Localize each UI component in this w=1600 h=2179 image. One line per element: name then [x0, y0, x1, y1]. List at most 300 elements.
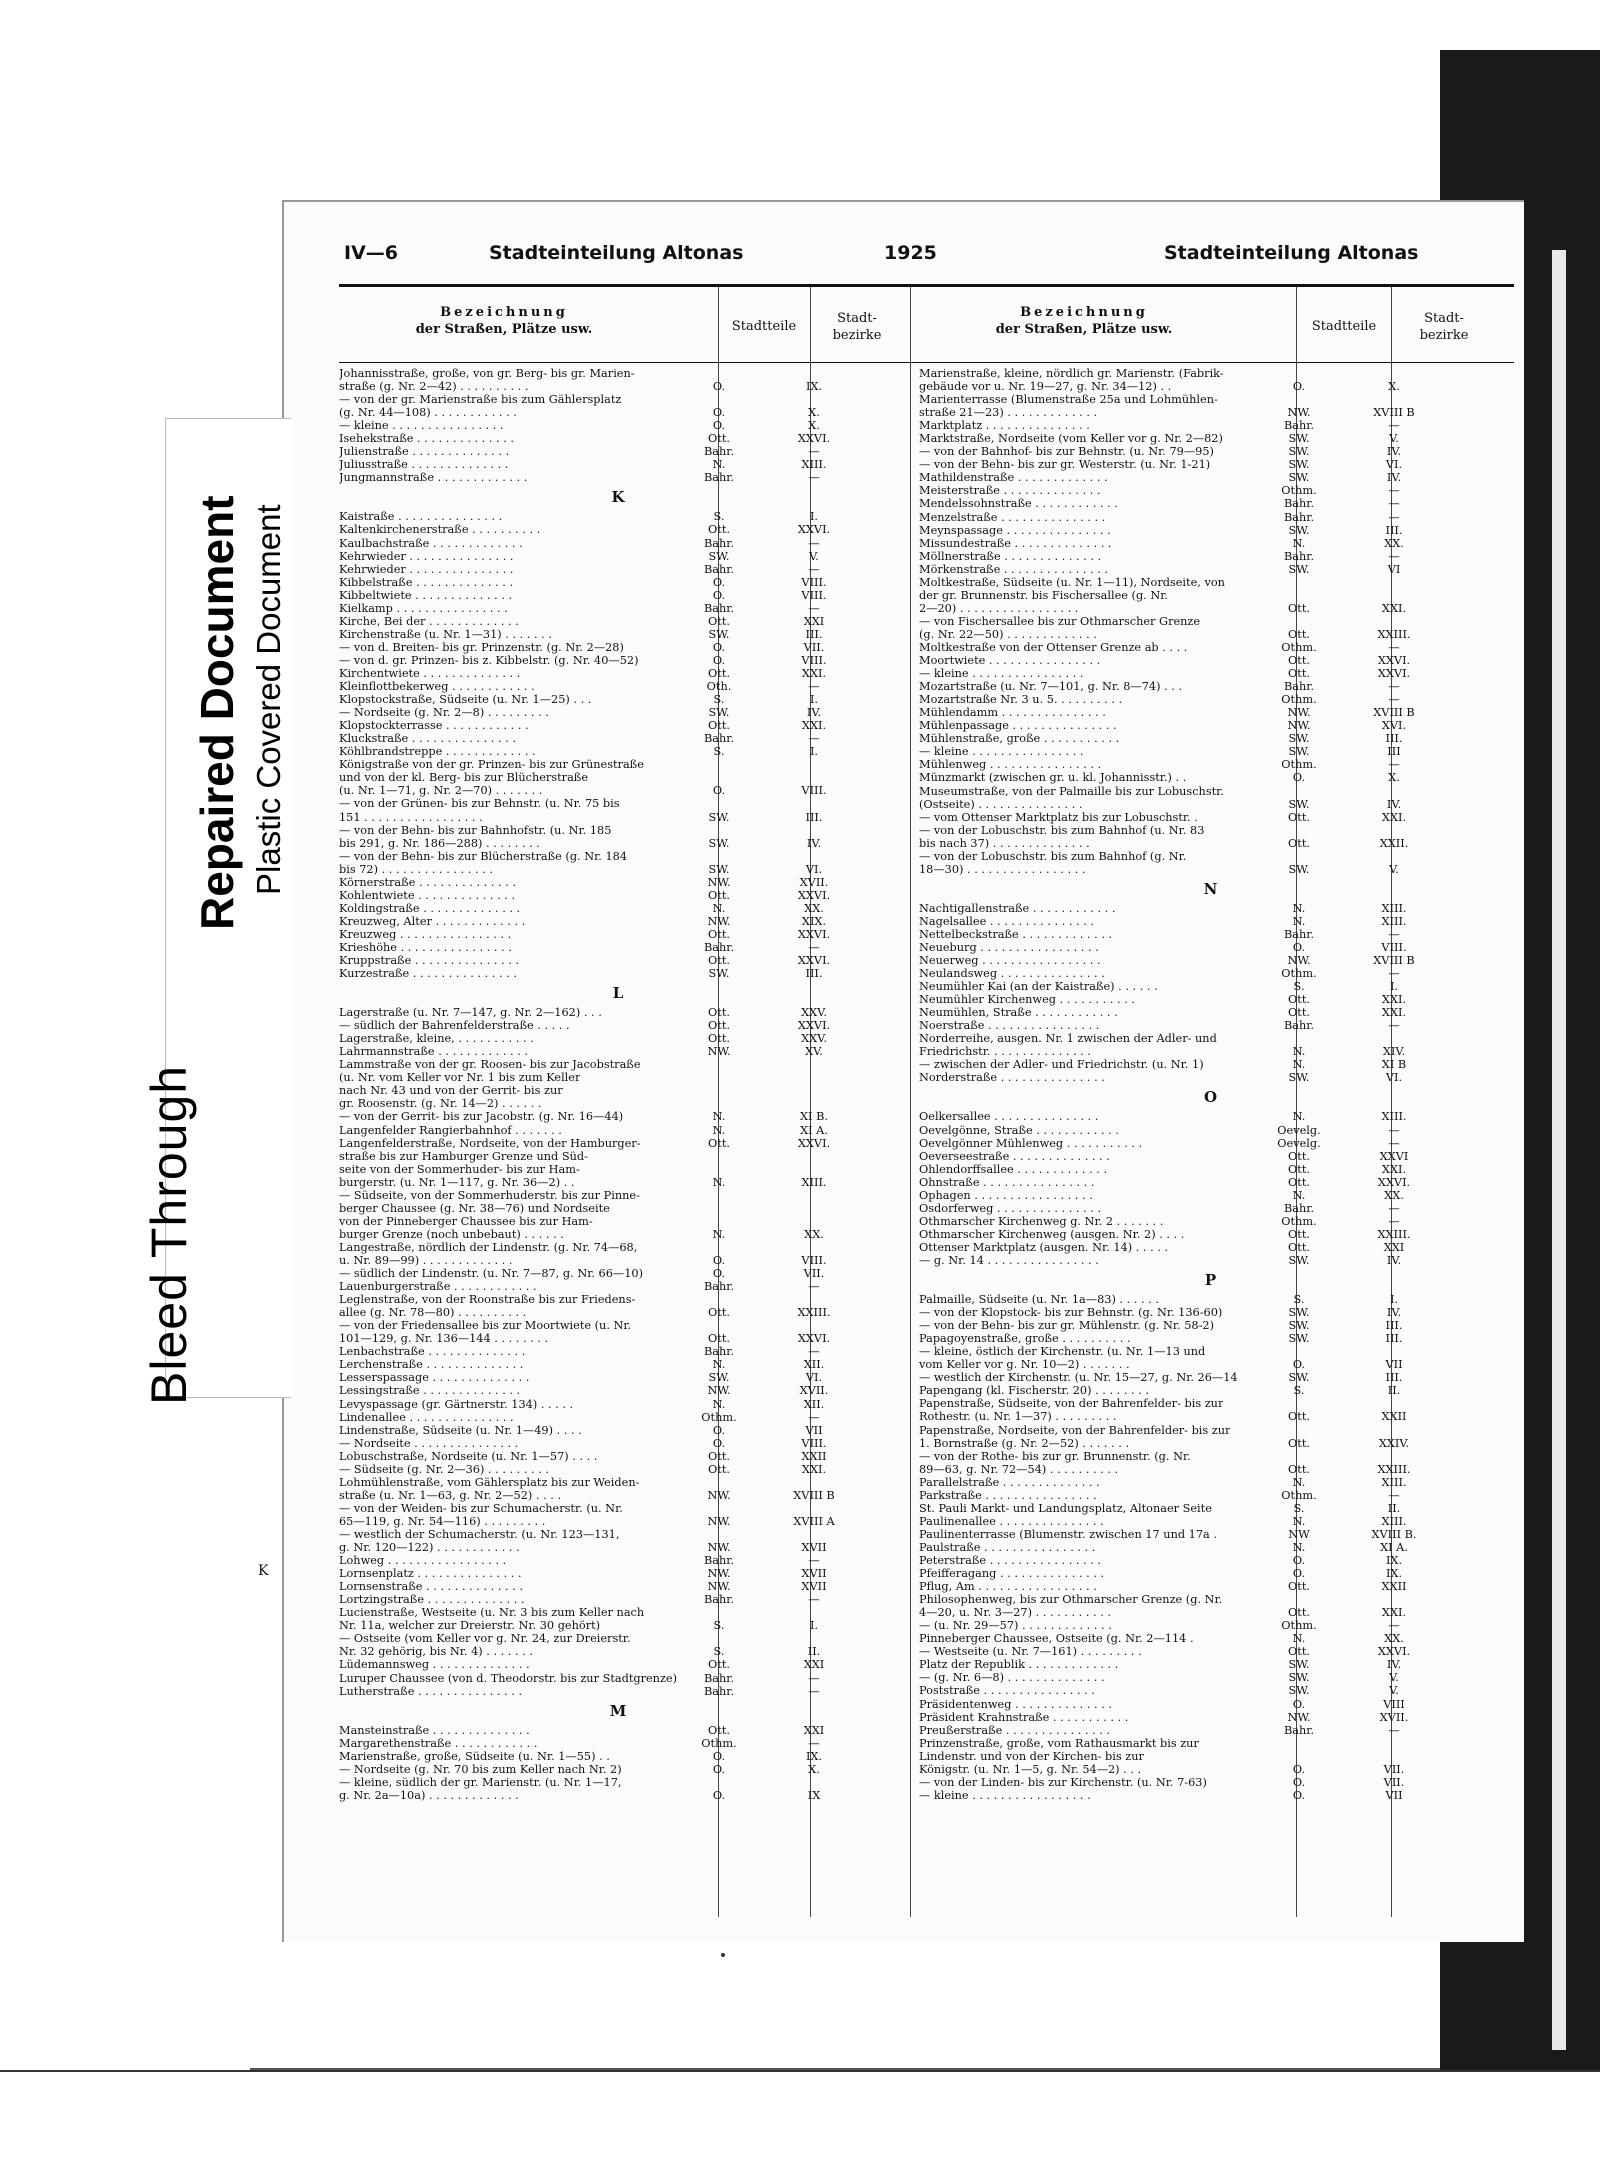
street-entry — [919, 1215, 1504, 1228]
street-entry — [339, 1437, 899, 1450]
street-name: 151 . . . . . . . . . . . . . . . . . — [339, 810, 483, 824]
street-entry — [919, 1528, 1504, 1541]
street-name: Klopstockterrasse . . . . . . . . . . . . — [339, 719, 529, 733]
street-name: Marienstraße, große, Südseite (u. Nr. 1—55) . . — [339, 1749, 610, 1763]
street-entry — [339, 1176, 899, 1189]
street-entry — [919, 1698, 1504, 1711]
district-code: Oth. — [706, 680, 732, 694]
street-name: Mozartstraße (u. Nr. 7—101, g. Nr. 8—74) . . . — [919, 680, 1183, 694]
street-entry — [339, 1306, 899, 1319]
col-header-bezirke-right — [1394, 292, 1494, 362]
bezirk-number: XXIII. — [1377, 1227, 1411, 1241]
district-code: Othm. — [701, 1410, 737, 1424]
street-entry — [339, 1685, 899, 1698]
street-entry — [339, 967, 899, 980]
street-entry — [919, 419, 1504, 432]
bezirk-number: XIII. — [1381, 1110, 1407, 1124]
street-entry — [339, 771, 899, 784]
district-code: N. — [1292, 1540, 1306, 1554]
district-code: N. — [1292, 1632, 1306, 1646]
street-entry — [339, 1737, 899, 1750]
street-entry — [919, 785, 1504, 798]
bezirk-number: XXIII. — [797, 1306, 831, 1320]
col-header-bez1: Stadt- — [837, 311, 877, 326]
street-entry — [919, 915, 1504, 928]
bezirk-number: XXIII. — [1377, 1462, 1411, 1476]
street-name: — (u. Nr. 29—57) . . . . . . . . . . . . . — [919, 1619, 1112, 1633]
bezirk-number: VI. — [1385, 458, 1403, 472]
bezirk-number: XI B. — [800, 1110, 828, 1124]
bezirk-number: XI B — [1381, 1058, 1407, 1072]
street-entry — [919, 1345, 1504, 1358]
street-name: 2—20) . . . . . . . . . . . . . . . . . — [919, 601, 1079, 615]
bezirk-number: IV. — [1386, 471, 1402, 485]
header-title-right: Stadteinteilung Altonas — [1164, 242, 1419, 264]
district-code: O. — [712, 406, 726, 420]
street-entry — [339, 641, 899, 654]
district-code: O. — [712, 784, 726, 798]
street-name: Königstraße von der gr. Prinzen- bis zur Grünestraße — [339, 758, 644, 772]
street-entry — [339, 693, 899, 706]
plastic-annotation: Plastic Covered Document — [250, 504, 287, 895]
street-name: Oevelgönner Mühlenweg . . . . . . . . . . . — [919, 1136, 1143, 1150]
district-code: O. — [712, 1436, 726, 1450]
bezirk-number: VII. — [1383, 1762, 1405, 1776]
street-entry — [339, 1619, 899, 1632]
street-name: Oelkersallee . . . . . . . . . . . . . . . — [919, 1110, 1099, 1124]
district-code: S. — [713, 693, 725, 707]
street-name: — von der Gerrit- bis zur Jacobstr. (g. Nr. 16—44) — [339, 1110, 624, 1124]
bezirk-number: IX. — [805, 1749, 823, 1763]
header-rule — [339, 284, 1514, 287]
street-entry — [919, 1450, 1504, 1463]
street-entry — [919, 1358, 1504, 1371]
street-entry — [339, 367, 899, 380]
street-name: Oeverseestraße . . . . . . . . . . . . . . — [919, 1149, 1110, 1163]
street-entry — [339, 1541, 899, 1554]
bezirk-number: XXV. — [801, 1032, 827, 1046]
district-code: SW. — [1288, 471, 1310, 485]
street-name: — von der Klopstock- bis zur Behnstr. (g. Nr. 136-60) — [919, 1306, 1223, 1320]
street-name: — von der Lobuschstr. bis zum Bahnhof (g. Nr. — [919, 849, 1187, 863]
district-code: O. — [712, 1749, 726, 1763]
street-entry — [919, 941, 1504, 954]
street-name: Kruppstraße . . . . . . . . . . . . . . . — [339, 954, 520, 968]
street-name: — von der Linden- bis zur Kirchenstr. (u. Nr. 7-63) — [919, 1775, 1207, 1789]
street-name: Osdorferweg . . . . . . . . . . . . . . . — [919, 1201, 1102, 1215]
document-page — [282, 200, 1524, 1942]
bezirk-number: VII. — [1383, 1775, 1405, 1789]
street-entry — [339, 667, 899, 680]
bezirk-number: VI. — [805, 862, 823, 876]
district-code: O. — [712, 380, 726, 394]
binding-edge — [1552, 250, 1566, 2050]
district-code: Ott. — [1288, 993, 1310, 1007]
street-name: Oevelgönne, Straße . . . . . . . . . . . . — [919, 1123, 1119, 1137]
district-code: Othm. — [1281, 758, 1317, 772]
bezirk-number: XIV. — [1382, 1045, 1406, 1059]
street-entry — [919, 1671, 1504, 1684]
street-entry — [339, 537, 899, 550]
district-code: NW. — [707, 1045, 731, 1059]
street-entry — [919, 1763, 1504, 1776]
street-name: Friedrichstr. . . . . . . . . . . . . . . — [919, 1045, 1092, 1059]
district-code: Ott. — [1288, 810, 1310, 824]
district-code: Oevelg. — [1277, 1136, 1321, 1150]
district-code: Ott. — [1288, 1410, 1310, 1424]
street-entry — [919, 367, 1504, 380]
district-code: Ott. — [1288, 1149, 1310, 1163]
street-name: Kielkamp . . . . . . . . . . . . . . . . — [339, 601, 508, 615]
bezirk-number: XIII. — [1381, 1514, 1407, 1528]
street-name: bis 72) . . . . . . . . . . . . . . . . — [339, 862, 493, 876]
district-code: SW. — [1288, 523, 1310, 537]
street-name: (g. Nr. 22—50) . . . . . . . . . . . . . — [919, 627, 1097, 641]
district-code: Bahr. — [1283, 1723, 1315, 1737]
street-name: berger Chaussee (g. Nr. 38—76) und Nordseite — [339, 1201, 610, 1215]
bezirk-number: VII. — [803, 640, 825, 654]
street-entry — [919, 1541, 1504, 1554]
bezirk-number: IV. — [1386, 1254, 1402, 1267]
bezirk-number: — — [1388, 1136, 1400, 1150]
street-entry — [919, 654, 1504, 667]
street-name: gebäude vor u. Nr. 19—27, g. Nr. 34—12) . . — [919, 380, 1172, 394]
bezirk-number: VII — [805, 1423, 823, 1437]
bezirk-number: XXI — [803, 614, 825, 628]
street-list-left — [339, 367, 899, 1802]
table-header-rule — [339, 362, 1514, 363]
street-name: Köhlbrandstreppe . . . . . . . . . . . . . — [339, 745, 536, 759]
bezirk-number: XX. — [804, 901, 824, 915]
district-code: S. — [1293, 980, 1305, 994]
street-entry — [919, 1045, 1504, 1058]
bezirk-number: — — [808, 562, 820, 576]
bezirk-number: XXI. — [1381, 810, 1407, 824]
district-code: O. — [712, 1267, 726, 1281]
street-name: Kreuzweg . . . . . . . . . . . . . . . . — [339, 927, 512, 941]
district-code: Ott. — [708, 1032, 730, 1046]
street-entry — [919, 1397, 1504, 1410]
street-entry — [339, 1163, 899, 1176]
bezirk-number: XIII. — [1381, 914, 1407, 928]
district-code: SW. — [1288, 732, 1310, 746]
street-entry — [919, 1058, 1504, 1071]
district-code: NW. — [707, 875, 731, 889]
bezirk-number: III. — [805, 627, 823, 641]
bezirk-number: XX. — [1384, 536, 1404, 550]
street-name: g. Nr. 120—122) . . . . . . . . . . . . — [339, 1541, 520, 1555]
bezirk-number: XXV. — [801, 1006, 827, 1020]
district-code: Othm. — [1281, 640, 1317, 654]
street-name: Othmarscher Kirchenweg g. Nr. 2 . . . . . . . — [919, 1214, 1164, 1228]
bezirk-number: XIII. — [801, 458, 827, 472]
street-entry — [339, 1776, 899, 1789]
street-name: Mühlendamm . . . . . . . . . . . . . . . — [919, 706, 1106, 720]
district-code: SW. — [1288, 1671, 1310, 1685]
street-name: Pflug, Am . . . . . . . . . . . . . . . . . — [919, 1580, 1097, 1594]
street-entry — [919, 1593, 1504, 1606]
street-name: — Südseite (g. Nr. 2—36) . . . . . . . . . — [339, 1462, 549, 1476]
bezirk-number: XVIII B — [1373, 706, 1415, 720]
district-code: Ott. — [1288, 1162, 1310, 1176]
street-entry — [919, 1554, 1504, 1567]
street-entry — [339, 615, 899, 628]
district-code: N. — [1292, 1045, 1306, 1059]
street-entry — [919, 1463, 1504, 1476]
district-code: S. — [713, 745, 725, 759]
bezirk-number: XXI. — [1381, 1606, 1407, 1620]
street-name: — von der Rothe- bis zur gr. Brunnenstr. (g. Nr. — [919, 1449, 1191, 1463]
street-entry — [339, 1097, 899, 1110]
street-name: straße bis zur Hamburger Grenze und Süd- — [339, 1149, 588, 1163]
district-code: O. — [1292, 940, 1306, 954]
bezirk-number: XXIV. — [1378, 1436, 1410, 1450]
header-title-left: Stadteinteilung Altonas — [489, 242, 744, 264]
bezirk-number: XXVI. — [797, 1136, 831, 1150]
section-letter: M — [609, 1701, 629, 1720]
street-name: (u. Nr. 1—71, g. Nr. 2—70) . . . . . . . — [339, 784, 543, 798]
street-name: bis nach 37) . . . . . . . . . . . . . . — [919, 836, 1090, 850]
street-entry — [919, 641, 1504, 654]
street-name: — von der Behn- bis zur Bahnhofstr. (u. Nr. 185 — [339, 823, 612, 837]
street-entry — [339, 576, 899, 589]
bezirk-number: XII. — [803, 1358, 825, 1372]
street-name: Lesserspassage . . . . . . . . . . . . . . — [339, 1371, 530, 1385]
street-name: Marienstraße, kleine, nördlich gr. Marienstr. (Fabrik- — [919, 367, 1224, 380]
col-header-district-left: Stadtteile — [731, 319, 797, 334]
bezirk-number: — — [808, 1671, 820, 1685]
bezirk-number: XX. — [804, 1227, 824, 1241]
bezirk-number: — — [1388, 1123, 1400, 1137]
bezirk-number: VI. — [805, 1371, 823, 1385]
district-code: N. — [1292, 536, 1306, 550]
street-name: — kleine . . . . . . . . . . . . . . . . . — [919, 1788, 1091, 1802]
street-entry — [339, 1084, 899, 1097]
street-entry — [339, 1593, 899, 1606]
street-entry — [919, 1789, 1504, 1802]
street-entry — [339, 837, 899, 850]
street-entry — [339, 784, 899, 797]
street-entry — [339, 1750, 899, 1763]
street-name: Koldingstraße . . . . . . . . . . . . . . — [339, 901, 521, 915]
bezirk-number: XXI — [803, 1658, 825, 1672]
district-code: Ott. — [1288, 1436, 1310, 1450]
col-header-line1: Bezeichnung — [440, 305, 568, 320]
district-code: Ott. — [708, 1136, 730, 1150]
district-code: Bahr. — [703, 1280, 735, 1294]
street-entry — [339, 876, 899, 889]
street-name: — südlich der Lindenstr. (u. Nr. 7—87, g. Nr. 66—10) — [339, 1267, 644, 1281]
street-name: Mühlenstraße, große . . . . . . . . . . . — [919, 732, 1120, 746]
street-list-right — [919, 367, 1504, 1802]
street-name: Mathildenstraße . . . . . . . . . . . . . — [919, 471, 1108, 485]
street-entry — [919, 863, 1504, 876]
street-entry — [339, 1567, 899, 1580]
street-name: Menzelstraße . . . . . . . . . . . . . . . — [919, 510, 1106, 524]
street-entry — [339, 811, 899, 824]
street-name: Nachtigallenstraße . . . . . . . . . . . . — [919, 901, 1116, 915]
street-name: — von der Friedensallee bis zur Moortwiete (u. Nr. — [339, 1319, 632, 1333]
bezirk-number: VII — [1385, 1788, 1403, 1802]
bezirk-number: V. — [1389, 862, 1399, 876]
street-name: Mansteinstraße . . . . . . . . . . . . . . — [339, 1723, 530, 1737]
bezirk-number: — — [1388, 549, 1400, 563]
street-entry — [339, 432, 899, 445]
bezirk-number: III. — [1385, 1332, 1403, 1346]
street-entry — [919, 1006, 1504, 1019]
street-entry — [919, 576, 1504, 589]
street-name: seite von der Sommerhuder- bis zur Ham- — [339, 1162, 580, 1176]
col-header-bez2: bezirke — [832, 328, 882, 343]
street-entry — [339, 1202, 899, 1215]
bezirk-number: XXVI. — [797, 888, 831, 902]
bezirk-number: — — [1388, 1019, 1400, 1033]
street-name: g. Nr. 2a—10a) . . . . . . . . . . . . . — [339, 1788, 519, 1802]
street-entry — [919, 680, 1504, 693]
bezirk-number: II. — [1387, 1501, 1401, 1515]
street-entry — [919, 1502, 1504, 1515]
street-entry — [339, 1398, 899, 1411]
district-code: SW. — [708, 810, 730, 824]
street-name: — kleine, südlich der gr. Marienstr. (u. Nr. 1—17, — [339, 1775, 622, 1789]
bezirk-number: XVII — [801, 1541, 827, 1555]
street-entry — [919, 1150, 1504, 1163]
bezirk-number: — — [808, 1280, 820, 1294]
district-code: Ott. — [708, 888, 730, 902]
ink-speck — [721, 1953, 725, 1957]
street-entry — [339, 1241, 899, 1254]
street-name: Papagoyenstraße, große . . . . . . . . . . — [919, 1332, 1131, 1346]
street-name: Marktplatz . . . . . . . . . . . . . . . — [919, 419, 1090, 433]
bezirk-number: — — [808, 1554, 820, 1568]
street-entry — [339, 1032, 899, 1045]
street-name: Lauenburgerstraße . . . . . . . . . . . . — [339, 1280, 537, 1294]
district-code: Ott. — [1288, 654, 1310, 668]
bezirk-number: I. — [1389, 980, 1399, 994]
street-name: — von der Behn- bis zur Blücherstraße (g. Nr. 184 — [339, 849, 628, 863]
street-entry — [339, 589, 899, 602]
street-name: Langenfelder Rangierbahnhof . . . . . . . — [339, 1123, 562, 1137]
district-code: Oevelg. — [1277, 1123, 1321, 1137]
bezirk-number: — — [1388, 640, 1400, 654]
street-name: u. Nr. 89—99) . . . . . . . . . . . . . — [339, 1254, 513, 1267]
street-name: — zwischen der Adler- und Friedrichstr. (u. Nr. 1) — [919, 1058, 1204, 1072]
street-entry — [919, 511, 1504, 524]
district-code: N. — [1292, 901, 1306, 915]
street-entry — [339, 1267, 899, 1280]
street-entry — [919, 993, 1504, 1006]
district-code: Othm. — [1281, 1488, 1317, 1502]
bezirk-number: IV. — [806, 836, 822, 850]
district-code: N. — [712, 901, 726, 915]
district-code: SW. — [1288, 1306, 1310, 1320]
street-entry — [919, 1580, 1504, 1593]
bezirk-number: X. — [808, 406, 820, 420]
street-entry — [339, 1228, 899, 1241]
bezirk-number: III. — [1385, 732, 1403, 746]
street-entry — [919, 1424, 1504, 1437]
street-name: Juliusstraße . . . . . . . . . . . . . . — [339, 458, 509, 472]
bezirk-number: XI A. — [1380, 1540, 1408, 1554]
bezirk-number: XIII. — [801, 1175, 827, 1189]
district-code: Ott. — [708, 719, 730, 733]
street-name: — von d. Breiten- bis gr. Prinzenstr. (g. Nr. 2—28) — [339, 640, 624, 654]
street-name: Kehrwieder . . . . . . . . . . . . . . . — [339, 549, 514, 563]
street-entry — [339, 1450, 899, 1463]
street-name: — kleine . . . . . . . . . . . . . . . . — [339, 419, 504, 433]
street-name: Lessingstraße . . . . . . . . . . . . . . — [339, 1384, 521, 1398]
street-entry — [919, 1724, 1504, 1737]
street-entry — [339, 889, 899, 902]
col-header-district-right: Stadtteile — [1311, 319, 1377, 334]
street-name: bis 291, g. Nr. 186—288) . . . . . . . . — [339, 836, 540, 850]
district-code: NW. — [1287, 719, 1311, 733]
street-entry — [919, 1371, 1504, 1384]
district-code: N. — [1292, 1475, 1306, 1489]
bezirk-number: XXVI. — [797, 954, 831, 968]
bezirk-number: XIX. — [801, 914, 827, 928]
street-name: 101—129, g. Nr. 136—144 . . . . . . . . — [339, 1332, 549, 1346]
bezirk-number: XXI — [1383, 1240, 1405, 1254]
street-entry — [339, 563, 899, 576]
street-entry — [339, 928, 899, 941]
street-name: — Südseite, von der Sommerhuderstr. bis zur Pinne- — [339, 1188, 640, 1202]
district-code: Bahr. — [1283, 497, 1315, 511]
district-code: SW. — [1288, 445, 1310, 459]
bezirk-number: XVIII B. — [1371, 1527, 1417, 1541]
street-entry — [919, 602, 1504, 615]
bezirk-number: IV. — [1386, 445, 1402, 459]
bottom-margin — [0, 2070, 1600, 2179]
street-name: Meisterstraße . . . . . . . . . . . . . . — [919, 484, 1101, 498]
street-name: Paulinenallee . . . . . . . . . . . . . . . — [919, 1514, 1104, 1528]
bezirk-number: XVII. — [799, 1384, 829, 1398]
street-name: — g. Nr. 14 . . . . . . . . . . . . . . . . — [919, 1254, 1099, 1267]
street-entry — [919, 432, 1504, 445]
street-name: Kibbeltwiete . . . . . . . . . . . . . . — [339, 588, 513, 602]
bezirk-number: VI — [1387, 562, 1401, 576]
street-name: Kleinflottbekerweg . . . . . . . . . . . . — [339, 680, 535, 694]
street-entry — [919, 380, 1504, 393]
street-name: Johannisstraße, große, von gr. Berg- bis gr. Marien- — [339, 367, 635, 380]
street-name: — von d. gr. Prinzen- bis z. Kibbelstr. (g. Nr. 40—52) — [339, 653, 639, 667]
bezirk-number: — — [808, 1593, 820, 1607]
district-code: Othm. — [1281, 1619, 1317, 1633]
district-code: Ott. — [708, 614, 730, 628]
street-name: Papengang (kl. Fischerstr. 20) . . . . . . . . — [919, 1384, 1149, 1398]
street-entry — [339, 1606, 899, 1619]
street-entry — [919, 1228, 1504, 1241]
district-code: SW. — [708, 706, 730, 720]
district-code: Ott. — [708, 1723, 730, 1737]
street-entry — [339, 745, 899, 758]
bezirk-number: X. — [808, 419, 820, 433]
street-entry — [919, 550, 1504, 563]
col-divider — [910, 287, 911, 1917]
bezirk-number: — — [1388, 497, 1400, 511]
street-entry — [339, 1724, 899, 1737]
street-name: Klopstockstraße, Südseite (u. Nr. 1—25) . . . — [339, 693, 592, 707]
district-code: SW. — [708, 967, 730, 981]
street-name: Jungmannstraße . . . . . . . . . . . . . — [339, 471, 528, 485]
district-code: NW. — [707, 1580, 731, 1594]
bezirk-number: V. — [1389, 1671, 1399, 1685]
bezirk-number: XVIII B — [1373, 954, 1415, 968]
margin-mark: K — [258, 1563, 269, 1579]
street-entry — [339, 732, 899, 745]
street-name: Königstr. (u. Nr. 1—5, g. Nr. 54—2) . . . — [919, 1762, 1142, 1776]
street-name: (Ostseite) . . . . . . . . . . . . . . . — [919, 797, 1083, 811]
